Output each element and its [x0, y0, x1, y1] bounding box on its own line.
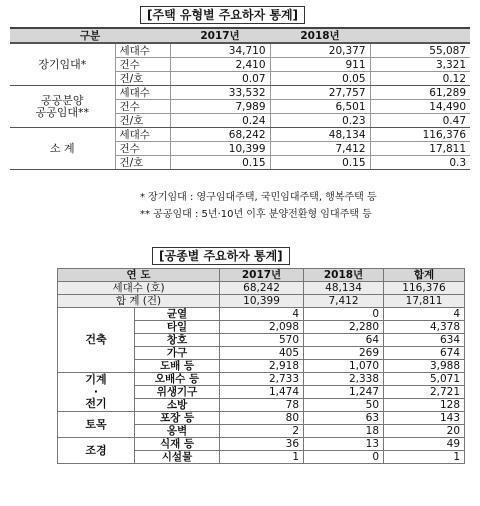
trade-item: 소방 — [135, 399, 220, 412]
row-subcategory: 건수 — [115, 58, 170, 72]
value-total: 0.47 — [370, 114, 470, 128]
table1-title: [주택 유형별 주요하자 통계] — [140, 6, 305, 24]
value-2018: 2,280 — [304, 321, 384, 334]
value-total: 143 — [384, 412, 465, 425]
header-2018: 2018년 — [304, 269, 384, 282]
sum-label: 합 계 (건) — [58, 295, 220, 308]
value-2017: 570 — [220, 334, 304, 347]
value-2017: 78 — [220, 399, 304, 412]
value-2017: 0.07 — [170, 72, 270, 86]
value-total: 61,289 — [370, 86, 470, 100]
value-total: 634 — [384, 334, 465, 347]
value-2018: 1,247 — [304, 386, 384, 399]
value-2018: 6,501 — [270, 100, 370, 114]
value-2017: 2,918 — [220, 360, 304, 373]
units-row — [58, 282, 465, 295]
table-row — [58, 373, 465, 386]
trade-item: 식재 등 — [135, 438, 220, 451]
row-subcategory: 건/호 — [115, 156, 170, 170]
value-2018: 0 — [304, 451, 384, 464]
trade-group-label: 토목 — [58, 412, 135, 438]
trade-item: 도배 등 — [135, 360, 220, 373]
value-2018: 13 — [304, 438, 384, 451]
group-label: 소 계 — [10, 128, 115, 170]
units-2018: 48,134 — [304, 282, 384, 295]
value-2017: 80 — [220, 412, 304, 425]
value-total: 1 — [384, 451, 465, 464]
value-total: 3,321 — [370, 58, 470, 72]
row-subcategory: 건/호 — [115, 114, 170, 128]
value-2018: 27,757 — [270, 86, 370, 100]
table2-title: [공종별 주요하자 통계] — [152, 247, 290, 265]
table-row — [58, 438, 465, 451]
trade-group-label: 건축 — [58, 308, 135, 373]
value-2017: 68,242 — [170, 128, 270, 142]
units-total: 116,376 — [384, 282, 465, 295]
table-header-row — [10, 28, 470, 43]
value-total: 116,376 — [370, 128, 470, 142]
value-total: 14,490 — [370, 100, 470, 114]
value-2018: 0.23 — [270, 114, 370, 128]
value-2018: 269 — [304, 347, 384, 360]
row-subcategory: 세대수 — [115, 128, 170, 142]
trade-item: 창호 — [135, 334, 220, 347]
value-2018: 64 — [304, 334, 384, 347]
trade-item: 위생기구 — [135, 386, 220, 399]
units-2017: 68,242 — [220, 282, 304, 295]
row-subcategory: 세대수 — [115, 43, 170, 58]
trade-defect-table — [57, 268, 465, 464]
value-2018: 0.05 — [270, 72, 370, 86]
value-total: 674 — [384, 347, 465, 360]
trade-group-label: 기계 · 전기 — [58, 373, 135, 412]
value-total: 3,988 — [384, 360, 465, 373]
value-2017: 4 — [220, 308, 304, 321]
group-label: 장기임대* — [10, 43, 115, 86]
header-2017: 2017년 — [220, 269, 304, 282]
trade-item: 포장 등 — [135, 412, 220, 425]
value-2017: 34,710 — [170, 43, 270, 58]
table-header-row — [58, 269, 465, 282]
footnote-long-term-rental: * 장기임대 : 영구임대주택, 국민임대주택, 행복주택 등 — [140, 192, 377, 203]
value-2017: 405 — [220, 347, 304, 360]
header-year: 연 도 — [58, 269, 220, 282]
sum-2018: 7,412 — [304, 295, 384, 308]
value-total: 5,071 — [384, 373, 465, 386]
value-total: 128 — [384, 399, 465, 412]
value-2017: 2 — [220, 425, 304, 438]
value-total: 4,378 — [384, 321, 465, 334]
table-row — [58, 308, 465, 321]
trade-group-label: 조경 — [58, 438, 135, 464]
value-total: 0.3 — [370, 156, 470, 170]
row-subcategory: 건수 — [115, 142, 170, 156]
trade-item: 오배수 등 — [135, 373, 220, 386]
value-2017: 7,989 — [170, 100, 270, 114]
row-subcategory: 건/호 — [115, 72, 170, 86]
sum-2017: 10,399 — [220, 295, 304, 308]
value-2018: 0 — [304, 308, 384, 321]
table-row — [10, 43, 470, 58]
sum-row — [58, 295, 465, 308]
footnote-public-rental: ** 공공임대 : 5년·10년 이후 분양전환형 임대주택 등 — [140, 209, 372, 220]
value-2017: 0.15 — [170, 156, 270, 170]
value-2017: 2,410 — [170, 58, 270, 72]
value-2017: 33,532 — [170, 86, 270, 100]
value-total: 4 — [384, 308, 465, 321]
value-2018: 7,412 — [270, 142, 370, 156]
row-subcategory: 세대수 — [115, 86, 170, 100]
trade-item: 시설물 — [135, 451, 220, 464]
value-2018: 18 — [304, 425, 384, 438]
value-2018: 1,070 — [304, 360, 384, 373]
trade-item: 옹벽 — [135, 425, 220, 438]
value-total: 17,811 — [370, 142, 470, 156]
value-2017: 2,098 — [220, 321, 304, 334]
value-2017: 1 — [220, 451, 304, 464]
value-total: 0.12 — [370, 72, 470, 86]
value-total: 55,087 — [370, 43, 470, 58]
row-subcategory: 건수 — [115, 100, 170, 114]
value-total: 20 — [384, 425, 465, 438]
value-2017: 10,399 — [170, 142, 270, 156]
value-2018: 0.15 — [270, 156, 370, 170]
table-row — [58, 412, 465, 425]
value-2018: 48,134 — [270, 128, 370, 142]
header-category: 구분 — [10, 28, 170, 43]
value-2018: 20,377 — [270, 43, 370, 58]
header-2018: 2018년 — [270, 28, 370, 43]
header-total: 합계 — [384, 269, 465, 282]
trade-item: 균열 — [135, 308, 220, 321]
value-2017: 0.24 — [170, 114, 270, 128]
trade-item: 타일 — [135, 321, 220, 334]
value-total: 49 — [384, 438, 465, 451]
value-2017: 1,474 — [220, 386, 304, 399]
value-2018: 50 — [304, 399, 384, 412]
header-total — [370, 28, 470, 43]
value-2017: 36 — [220, 438, 304, 451]
value-total: 2,721 — [384, 386, 465, 399]
value-2018: 63 — [304, 412, 384, 425]
group-label: 공공분양 공공임대** — [10, 86, 115, 128]
sum-total: 17,811 — [384, 295, 465, 308]
value-2017: 2,733 — [220, 373, 304, 386]
header-2017: 2017년 — [170, 28, 270, 43]
table-row — [10, 128, 470, 142]
units-label: 세대수 (호) — [58, 282, 220, 295]
housing-type-defect-table — [10, 27, 470, 170]
value-2018: 2,338 — [304, 373, 384, 386]
value-2018: 911 — [270, 58, 370, 72]
table-row — [10, 86, 470, 100]
trade-item: 가구 — [135, 347, 220, 360]
